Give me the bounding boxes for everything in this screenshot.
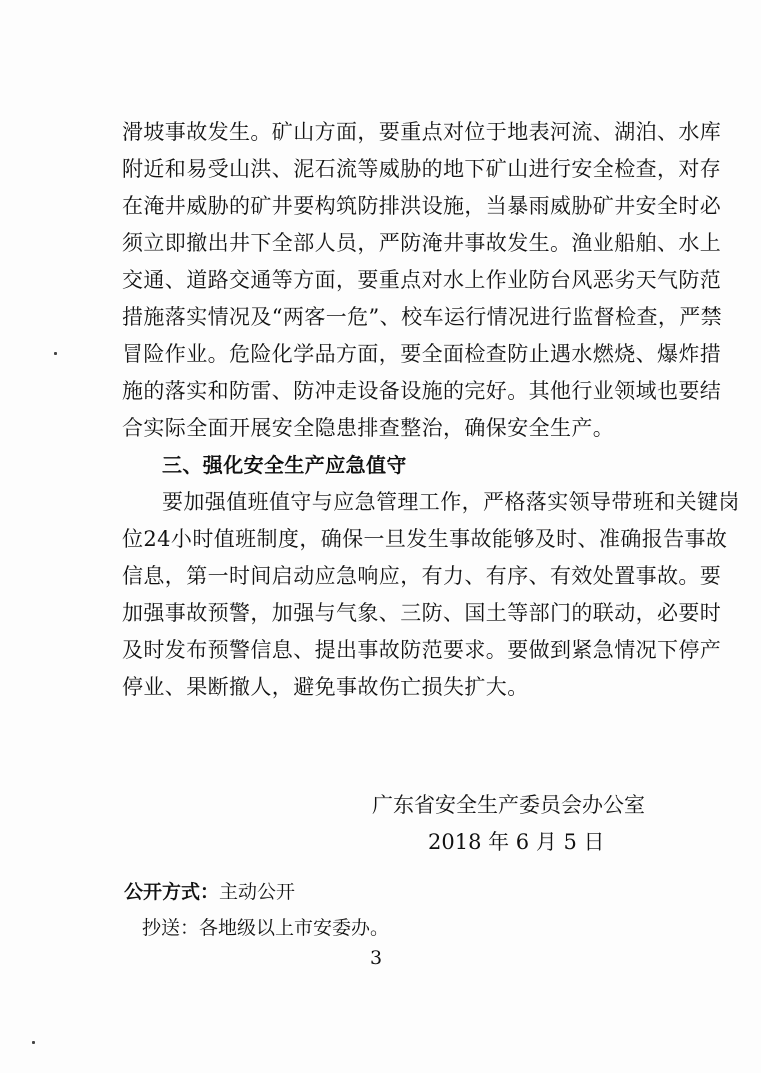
body-line-8: 施的落实和防雷、防冲走设备设施的完好。其他行业领域也要结 <box>122 379 722 403</box>
body-line-7: 冒险作业。危险化学品方面，要全面检查防止遇水燃烧、爆炸措 <box>122 342 722 366</box>
body-line-5: 交通、道路交通等方面，要重点对水上作业防台风恶劣天气防范 <box>122 268 722 292</box>
disclosure-value: 主动公开 <box>219 881 296 903</box>
section-line-1: 要加强值班值守与应急管理工作，严格落实领导带班和关键岗 <box>162 490 740 514</box>
body-line-9: 合实际全面开展安全隐患排查整治，确保安全生产。 <box>122 416 615 440</box>
body-line-6: 措施落实情况及“两客一危”、校车运行情况进行监督检查，严禁 <box>122 305 723 329</box>
page-number: 3 <box>370 947 383 969</box>
scan-speck <box>54 352 57 355</box>
section-line-6: 停业、果断撤人，避免事故伤亡损失扩大。 <box>122 675 529 699</box>
section-line-5: 及时发布预警信息、提出事故防范要求。要做到紧急情况下停产 <box>122 638 722 662</box>
signature-org: 广东省安全生产委员会办公室 <box>372 793 645 817</box>
disclosure-line <box>124 878 295 906</box>
body-line-1: 滑坡事故发生。矿山方面，要重点对位于地表河流、湖泊、水库 <box>122 120 722 144</box>
signature-date: 2018 年 6 月 5 日 <box>428 830 605 854</box>
body-line-3: 在淹井威胁的矿井要构筑防排洪设施，当暴雨威胁矿井安全时必 <box>122 194 722 218</box>
section-line-3: 信息，第一时间启动应急响应，有力、有序、有效处置事故。要 <box>122 564 722 588</box>
section-line-2: 位24小时值班制度，确保一旦发生事故能够及时、准确报告事故 <box>122 527 728 551</box>
scan-speck <box>32 1041 35 1044</box>
body-line-2: 附近和易受山洪、泥石流等威胁的地下矿山进行安全检查，对存 <box>122 157 722 181</box>
disclosure-label: 公开方式： <box>124 881 220 903</box>
body-line-4: 须立即撤出井下全部人员，严防淹井事故发生。渔业船舶、水上 <box>122 231 722 255</box>
cc-line: 抄送：各地级以上市安委办。 <box>142 917 390 939</box>
section-line-4: 加强事故预警，加强与气象、三防、国土等部门的联动，必要时 <box>122 601 722 625</box>
section-heading: 三、强化安全生产应急值守 <box>162 453 407 477</box>
